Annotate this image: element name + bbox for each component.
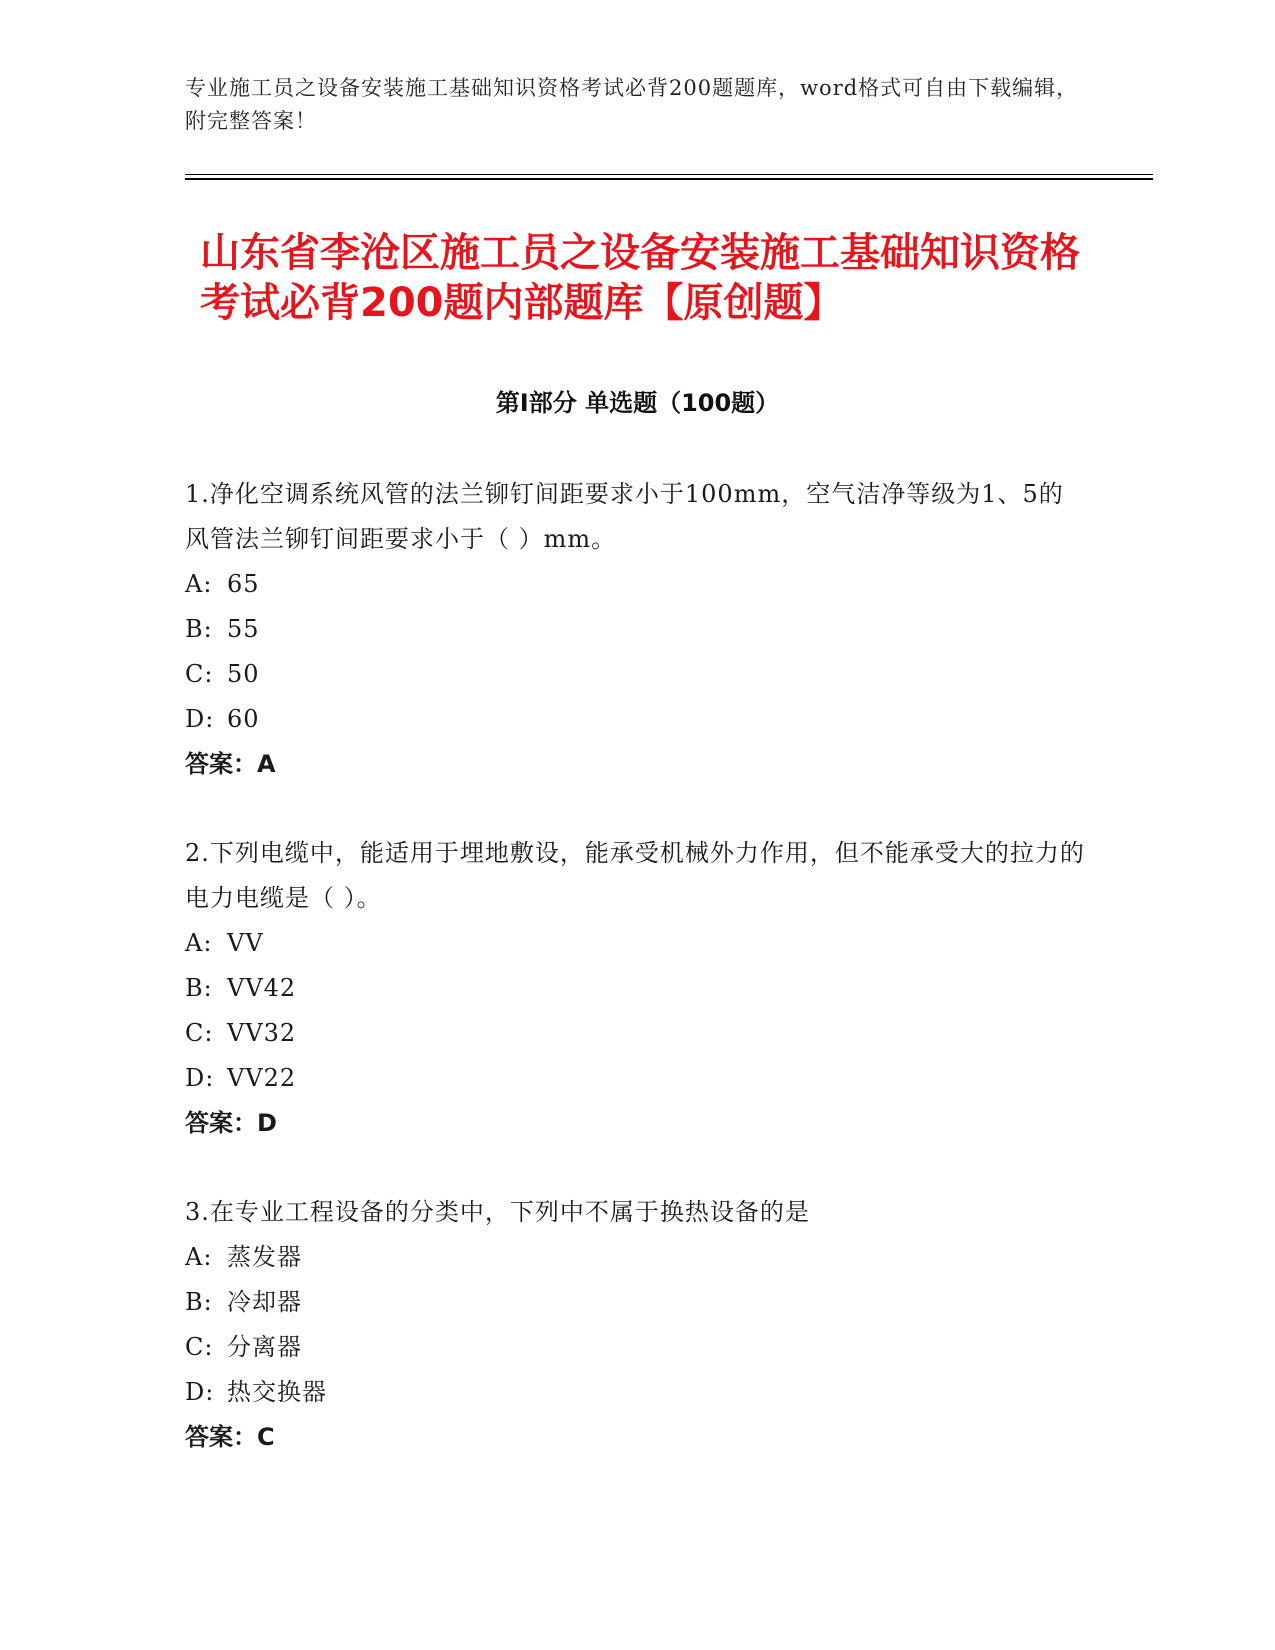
question-stem: 2.下列电缆中，能适用于埋地敷设，能承受机械外力作用，但不能承受大的拉力的电力电缆是（ ）。 bbox=[185, 839, 1085, 912]
option-text: 65 bbox=[227, 570, 260, 598]
option-a bbox=[185, 921, 1085, 966]
option-letter: A: bbox=[185, 929, 213, 957]
option-d bbox=[185, 697, 1085, 742]
option-letter: D: bbox=[185, 1378, 215, 1406]
question-2 bbox=[185, 831, 1085, 1146]
option-letter: B: bbox=[185, 1288, 213, 1316]
option-b bbox=[185, 966, 1085, 1011]
answer: 答案：A bbox=[185, 750, 276, 778]
question-1 bbox=[185, 472, 1085, 787]
question-3 bbox=[185, 1190, 1085, 1460]
option-text: 热交换器 bbox=[227, 1378, 327, 1406]
option-c bbox=[185, 1325, 1085, 1370]
option-text: 55 bbox=[227, 615, 260, 643]
option-letter: D: bbox=[185, 1064, 215, 1092]
option-c bbox=[185, 652, 1085, 697]
option-text: VV32 bbox=[227, 1019, 297, 1047]
option-text: 分离器 bbox=[227, 1333, 302, 1361]
option-b bbox=[185, 1280, 1085, 1325]
option-letter: D: bbox=[185, 705, 215, 733]
question-stem: 3.在专业工程设备的分类中，下列中不属于换热设备的是 bbox=[185, 1198, 810, 1226]
option-text: VV bbox=[227, 929, 264, 957]
option-text: 蒸发器 bbox=[227, 1243, 302, 1271]
option-a bbox=[185, 562, 1085, 607]
option-b bbox=[185, 607, 1085, 652]
option-d bbox=[185, 1370, 1085, 1415]
section-heading: 第Ⅰ部分 单选题（100题） bbox=[495, 389, 780, 417]
option-text: 50 bbox=[227, 660, 260, 688]
option-letter: C: bbox=[185, 1333, 214, 1361]
question-stem: 1.净化空调系统风管的法兰铆钉间距要求小于100mm，空气洁净等级为1、5的风管法兰铆钉间距要求小于（ ）mm。 bbox=[185, 480, 1064, 553]
option-text: 60 bbox=[227, 705, 260, 733]
option-text: 冷却器 bbox=[227, 1288, 302, 1316]
answer: 答案：D bbox=[185, 1109, 277, 1137]
option-letter: A: bbox=[185, 570, 213, 598]
option-letter: B: bbox=[185, 974, 213, 1002]
option-letter: A: bbox=[185, 1243, 213, 1271]
option-letter: B: bbox=[185, 615, 213, 643]
option-c bbox=[185, 1011, 1085, 1056]
document-title: 山东省李沧区施工员之设备安装施工基础知识资格考试必背200题内部题库【原创题】 bbox=[200, 230, 1080, 326]
header-rule-thin bbox=[185, 174, 1153, 175]
header-rule-thick bbox=[185, 178, 1153, 180]
header-note: 专业施工员之设备安装施工基础知识资格考试必背200题题库，word格式可自由下载编辑，附完整答案！ bbox=[185, 76, 1079, 133]
option-letter: C: bbox=[185, 1019, 214, 1047]
answer: 答案：C bbox=[185, 1423, 275, 1451]
option-d bbox=[185, 1056, 1085, 1101]
option-text: VV22 bbox=[227, 1064, 297, 1092]
option-a bbox=[185, 1235, 1085, 1280]
question-list bbox=[185, 472, 1085, 1504]
option-letter: C: bbox=[185, 660, 214, 688]
option-text: VV42 bbox=[227, 974, 297, 1002]
